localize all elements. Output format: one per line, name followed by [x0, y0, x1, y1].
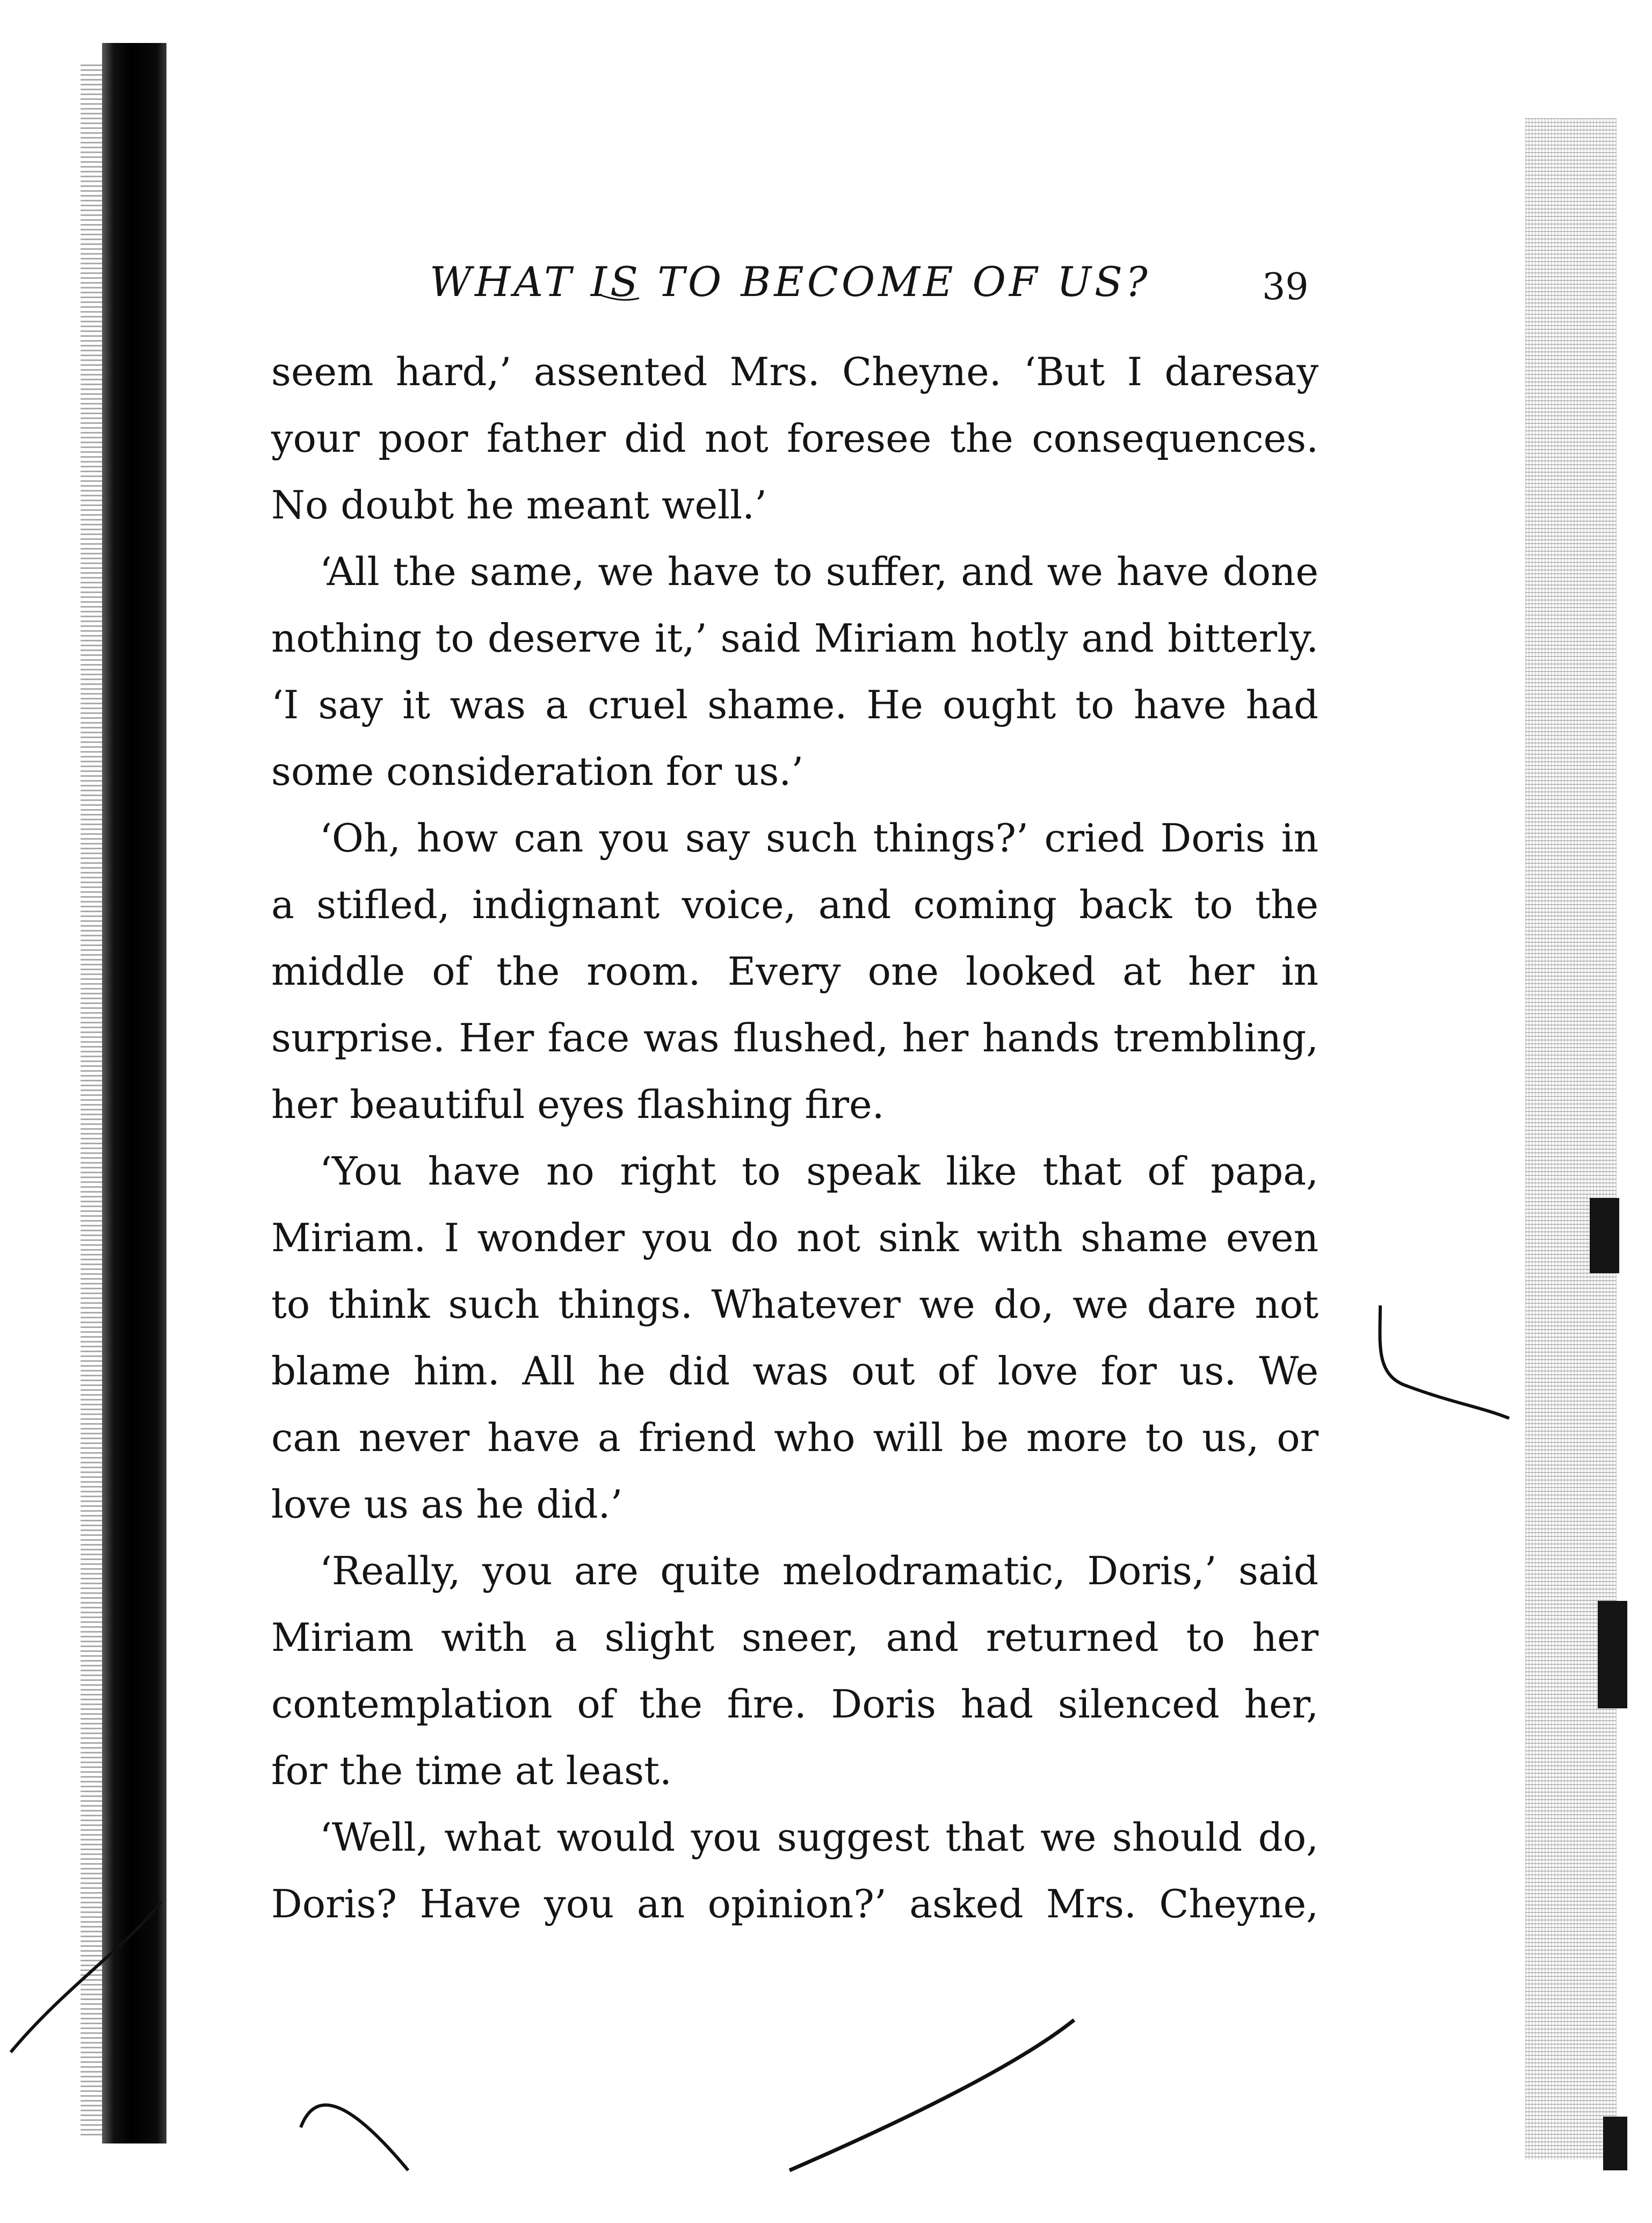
- text-line: seem hard,’ assented Mrs. Cheyne. ‘But I daresay: [271, 349, 1318, 394]
- text-line: for the time at least.: [271, 1748, 672, 1793]
- text-line: can never have a friend who will be more to us, or: [271, 1415, 1318, 1460]
- text-line: blame him. All he did was out of love for us. We: [271, 1348, 1318, 1394]
- text-line: Doris? Have you an opinion?’ asked Mrs. Cheyne,: [271, 1881, 1318, 1926]
- text-line: love us as he did.’: [271, 1482, 623, 1527]
- text-line: ‘Really, you are quite melodramatic, Doris,’ said: [320, 1548, 1318, 1593]
- text-line: to think such things. Whatever we do, we dare not: [271, 1282, 1318, 1327]
- text-line: surprise. Her face was flushed, her hands trembling,: [271, 1015, 1318, 1060]
- paragraph: [271, 1538, 1318, 1804]
- text-line: contemplation of the fire. Doris had silenced her,: [271, 1681, 1318, 1727]
- paragraph: [271, 338, 1318, 538]
- body-text: [271, 338, 1318, 1937]
- text-line: ‘Well, what would you suggest that we should do,: [320, 1815, 1318, 1860]
- text-line: ‘I say it was a cruel shame. He ought to have had: [271, 682, 1318, 727]
- binding-shadow: [102, 43, 166, 2143]
- text-line: ‘All the same, we have to suffer, and we have done: [320, 549, 1318, 594]
- paragraph: [271, 805, 1318, 1138]
- text-line: your poor father did not foresee the consequences.: [271, 416, 1318, 461]
- text-line: ‘You have no right to speak like that of papa,: [320, 1149, 1318, 1194]
- paragraph: [271, 1804, 1318, 1937]
- edge-mark: [1590, 1198, 1619, 1273]
- text-line: Miriam. I wonder you do not sink with shame even: [271, 1215, 1318, 1260]
- edge-mark: [1603, 2117, 1627, 2170]
- page-number: 39: [1262, 266, 1309, 308]
- edge-mark: [1598, 1601, 1627, 1708]
- text-line: nothing to deserve it,’ said Miriam hotly and bitterly.: [271, 616, 1318, 661]
- text-line: a stifled, indignant voice, and coming back to the: [271, 882, 1318, 927]
- paragraph: [271, 538, 1318, 805]
- running-head: WHAT IS TO BECOME OF US?: [430, 258, 1151, 306]
- text-line: middle of the room. Every one looked at her in: [271, 949, 1318, 994]
- text-line: some consideration for us.’: [271, 749, 804, 794]
- text-line: ‘Oh, how can you say such things?’ cried Doris in: [320, 815, 1318, 861]
- paragraph: [271, 1138, 1318, 1538]
- page-edge-texture: [1525, 118, 1617, 2160]
- text-line: her beautiful eyes flashing fire.: [271, 1082, 885, 1127]
- spine-speckle: [81, 64, 102, 2138]
- text-line: No doubt he meant well.’: [271, 482, 767, 528]
- text-line: Miriam with a slight sneer, and returned to her: [271, 1615, 1318, 1660]
